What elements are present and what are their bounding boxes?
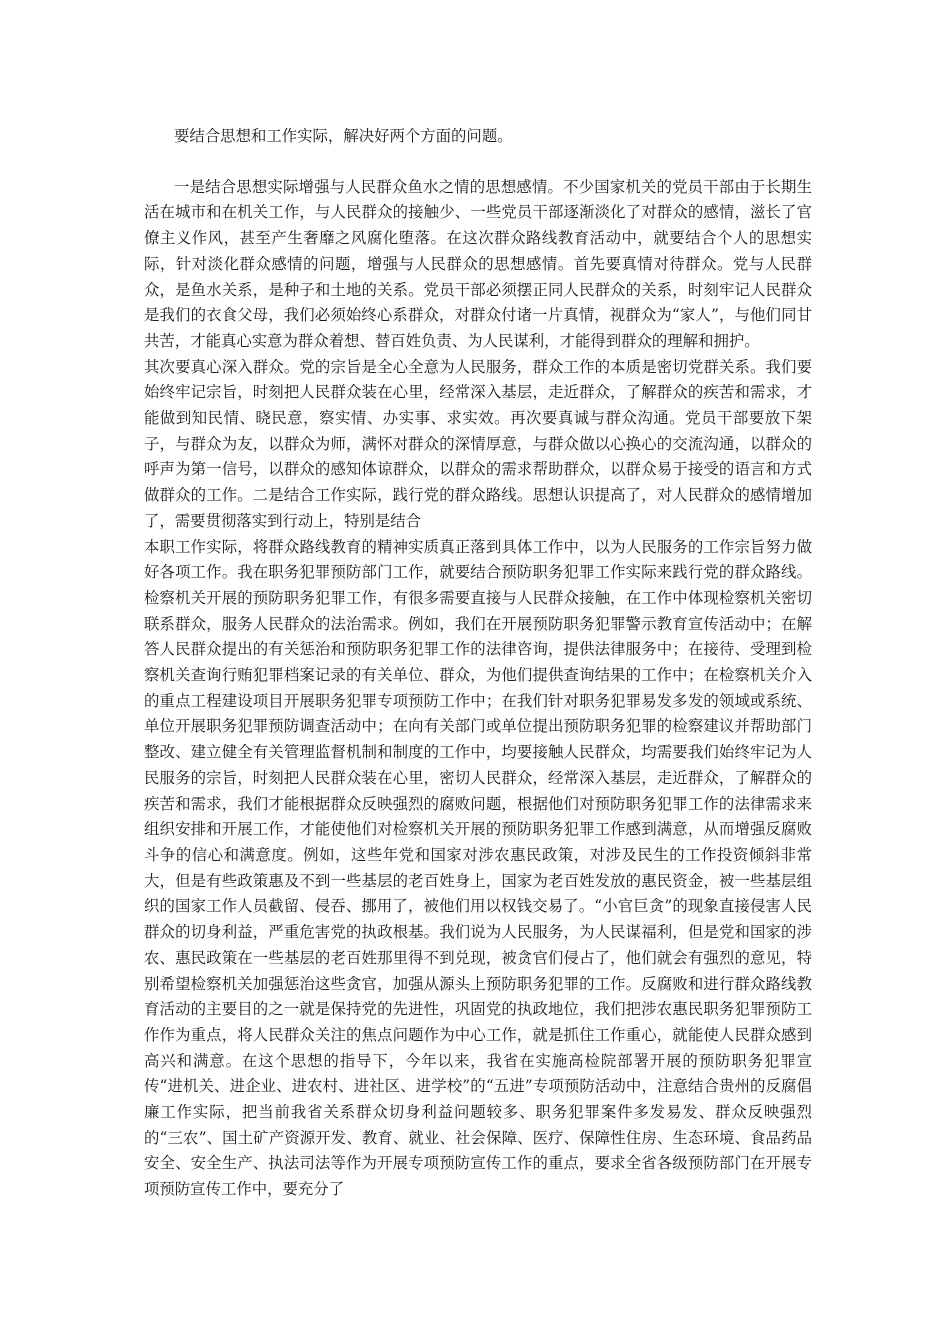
paragraph-secondly: 其次要真心深入群众。党的宗旨是全心全意为人民服务，群众工作的本质是密切党群关系。我们要始终牢记宗旨，时刻把人民群众装在心里，经常深入基层，走近群众，了解群众的疾苦和需求，才能做到知民情、晓民意，察实情、办实事、求实效。再次要真诚与群众沟通。党员干部要放下架子，与群众为友，以群众为师，满怀对群众的深情厚意，与群众做以心换心的交流沟通，以群众的呼声为第一信号，以群众的感知体谅群众，以群众的需求帮助群众，以群众易于接受的语言和方式做群众的工作。二是结合工作实际，践行党的群众路线。思想认识提高了，对人民群众的感情增加了，需要贯彻落实到行动上，特别是结合 <box>144 357 812 530</box>
document-body <box>144 124 812 1203</box>
paragraph-intro: 要结合思想和工作实际，解决好两个方面的问题。 <box>174 127 513 145</box>
paragraph-work-practice: 本职工作实际，将群众路线教育的精神实质真正落到具体工作中，以为人民服务的工作宗旨努力做好各项工作。我在职务犯罪预防部门工作，就要结合预防职务犯罪工作实际来践行党的群众路线。检察机关开展的预防职务犯罪工作，有很多需要直接与人民群众接触，在工作中体现检察机关密切联系群众，服务人民群众的法治需求。例如，我们在开展预防职务犯罪警示教育宣传活动中；在解答人民群众提出的有关惩治和预防职务犯罪工作的法律咨询，提供法律服务中；在接待、受理到检察机关查询行贿犯罪档案记录的有关单位、群众，为他们提供查询结果的工作中；在检察机关介入的重点工程建设项目开展职务犯罪专项预防工作中；在我们针对职务犯罪易发多发的领域或系统、单位开展职务犯罪预防调查活动中；在向有关部门或单位提出预防职务犯罪的检察建议并帮助部门整改、建立健全有关管理监督机制和制度的工作中，均要接触人民群众，均需要我们始终牢记为人民服务的宗旨，时刻把人民群众装在心里，密切人民群众，经常深入基层，走近群众，了解群众的疾苦和需求，我们才能根据群众反映强烈的腐败问题，根据他们对预防职务犯罪工作的法律需求来组织安排和开展工作，才能使他们对检察机关开展的预防职务犯罪工作感到满意，从而增强反腐败斗争的信心和满意度。例如，这些年党和国家对涉农惠民政策，对涉及民生的工作投资倾斜非常大，但是有些政策惠及不到一些基层的老百姓身上，国家为老百姓发放的惠民资金，被一些基层组织的国家工作人员截留、侵吞、挪用了，被他们用以权钱交易了。“小官巨贪”的现象直接侵害人民群众的切身利益，严重危害党的执政根基。我们说为人民服务，为人民谋福利，但是党和国家的涉农、惠民政策在一些基层的老百姓那里得不到兑现，被贪官们侵占了，他们就会有强烈的意见，特别希望检察机关加强惩治这些贪官，加强从源头上预防职务犯罪的工作。反腐败和进行群众路线教育活动的主要目的之一就是保持党的先进性，巩固党的执政地位，我们把涉农惠民职务犯罪预防工作作为重点，将人民群众关注的焦点问题作为中心工作，就是抓住工作重心，就能使人民群众感到高兴和满意。在这个思想的指导下，今年以来，我省在实施高检院部署开展的预防职务犯罪宣传“进机关、进企业、进农村、进社区、进学校”的“五进”专项预防活动中，注意结合贵州的反腐倡廉工作实际，把当前我省关系群众切身利益问题较多、职务犯罪案件多发易发、群众反映强烈的“三农”、国土矿产资源开发、教育、就业、社会保障、医疗、保障性住房、生态环境、食品药品安全、安全生产、执法司法等作为开展专项预防宣传工作的重点，要求全省各级预防部门在开展专项预防宣传工作中，要充分了 <box>144 537 812 1199</box>
paragraph-point-one: 一是结合思想实际增强与人民群众鱼水之情的思想感情。不少国家机关的党员干部由于长期生活在城市和在机关工作，与人民群众的接触少、一些党员干部逐渐淡化了对群众的感情，滋长了官僚主义作风，甚至产生奢靡之风腐化堕落。在这次群众路线教育活动中，就要结合个人的思想实际，针对淡化群众感情的问题，增强与人民群众的思想感情。首先要真情对待群众。党与人民群众，是鱼水关系，是种子和土地的关系。党员干部必须摆正同人民群众的关系，时刻牢记人民群众是我们的衣食父母，我们必须始终心系群众，对群众付诸一片真情，视群众为“家人”，与他们同甘共苦，才能真心实意为群众着想、替百姓负责、为人民谋利，才能得到群众的理解和拥护。 <box>144 177 812 350</box>
